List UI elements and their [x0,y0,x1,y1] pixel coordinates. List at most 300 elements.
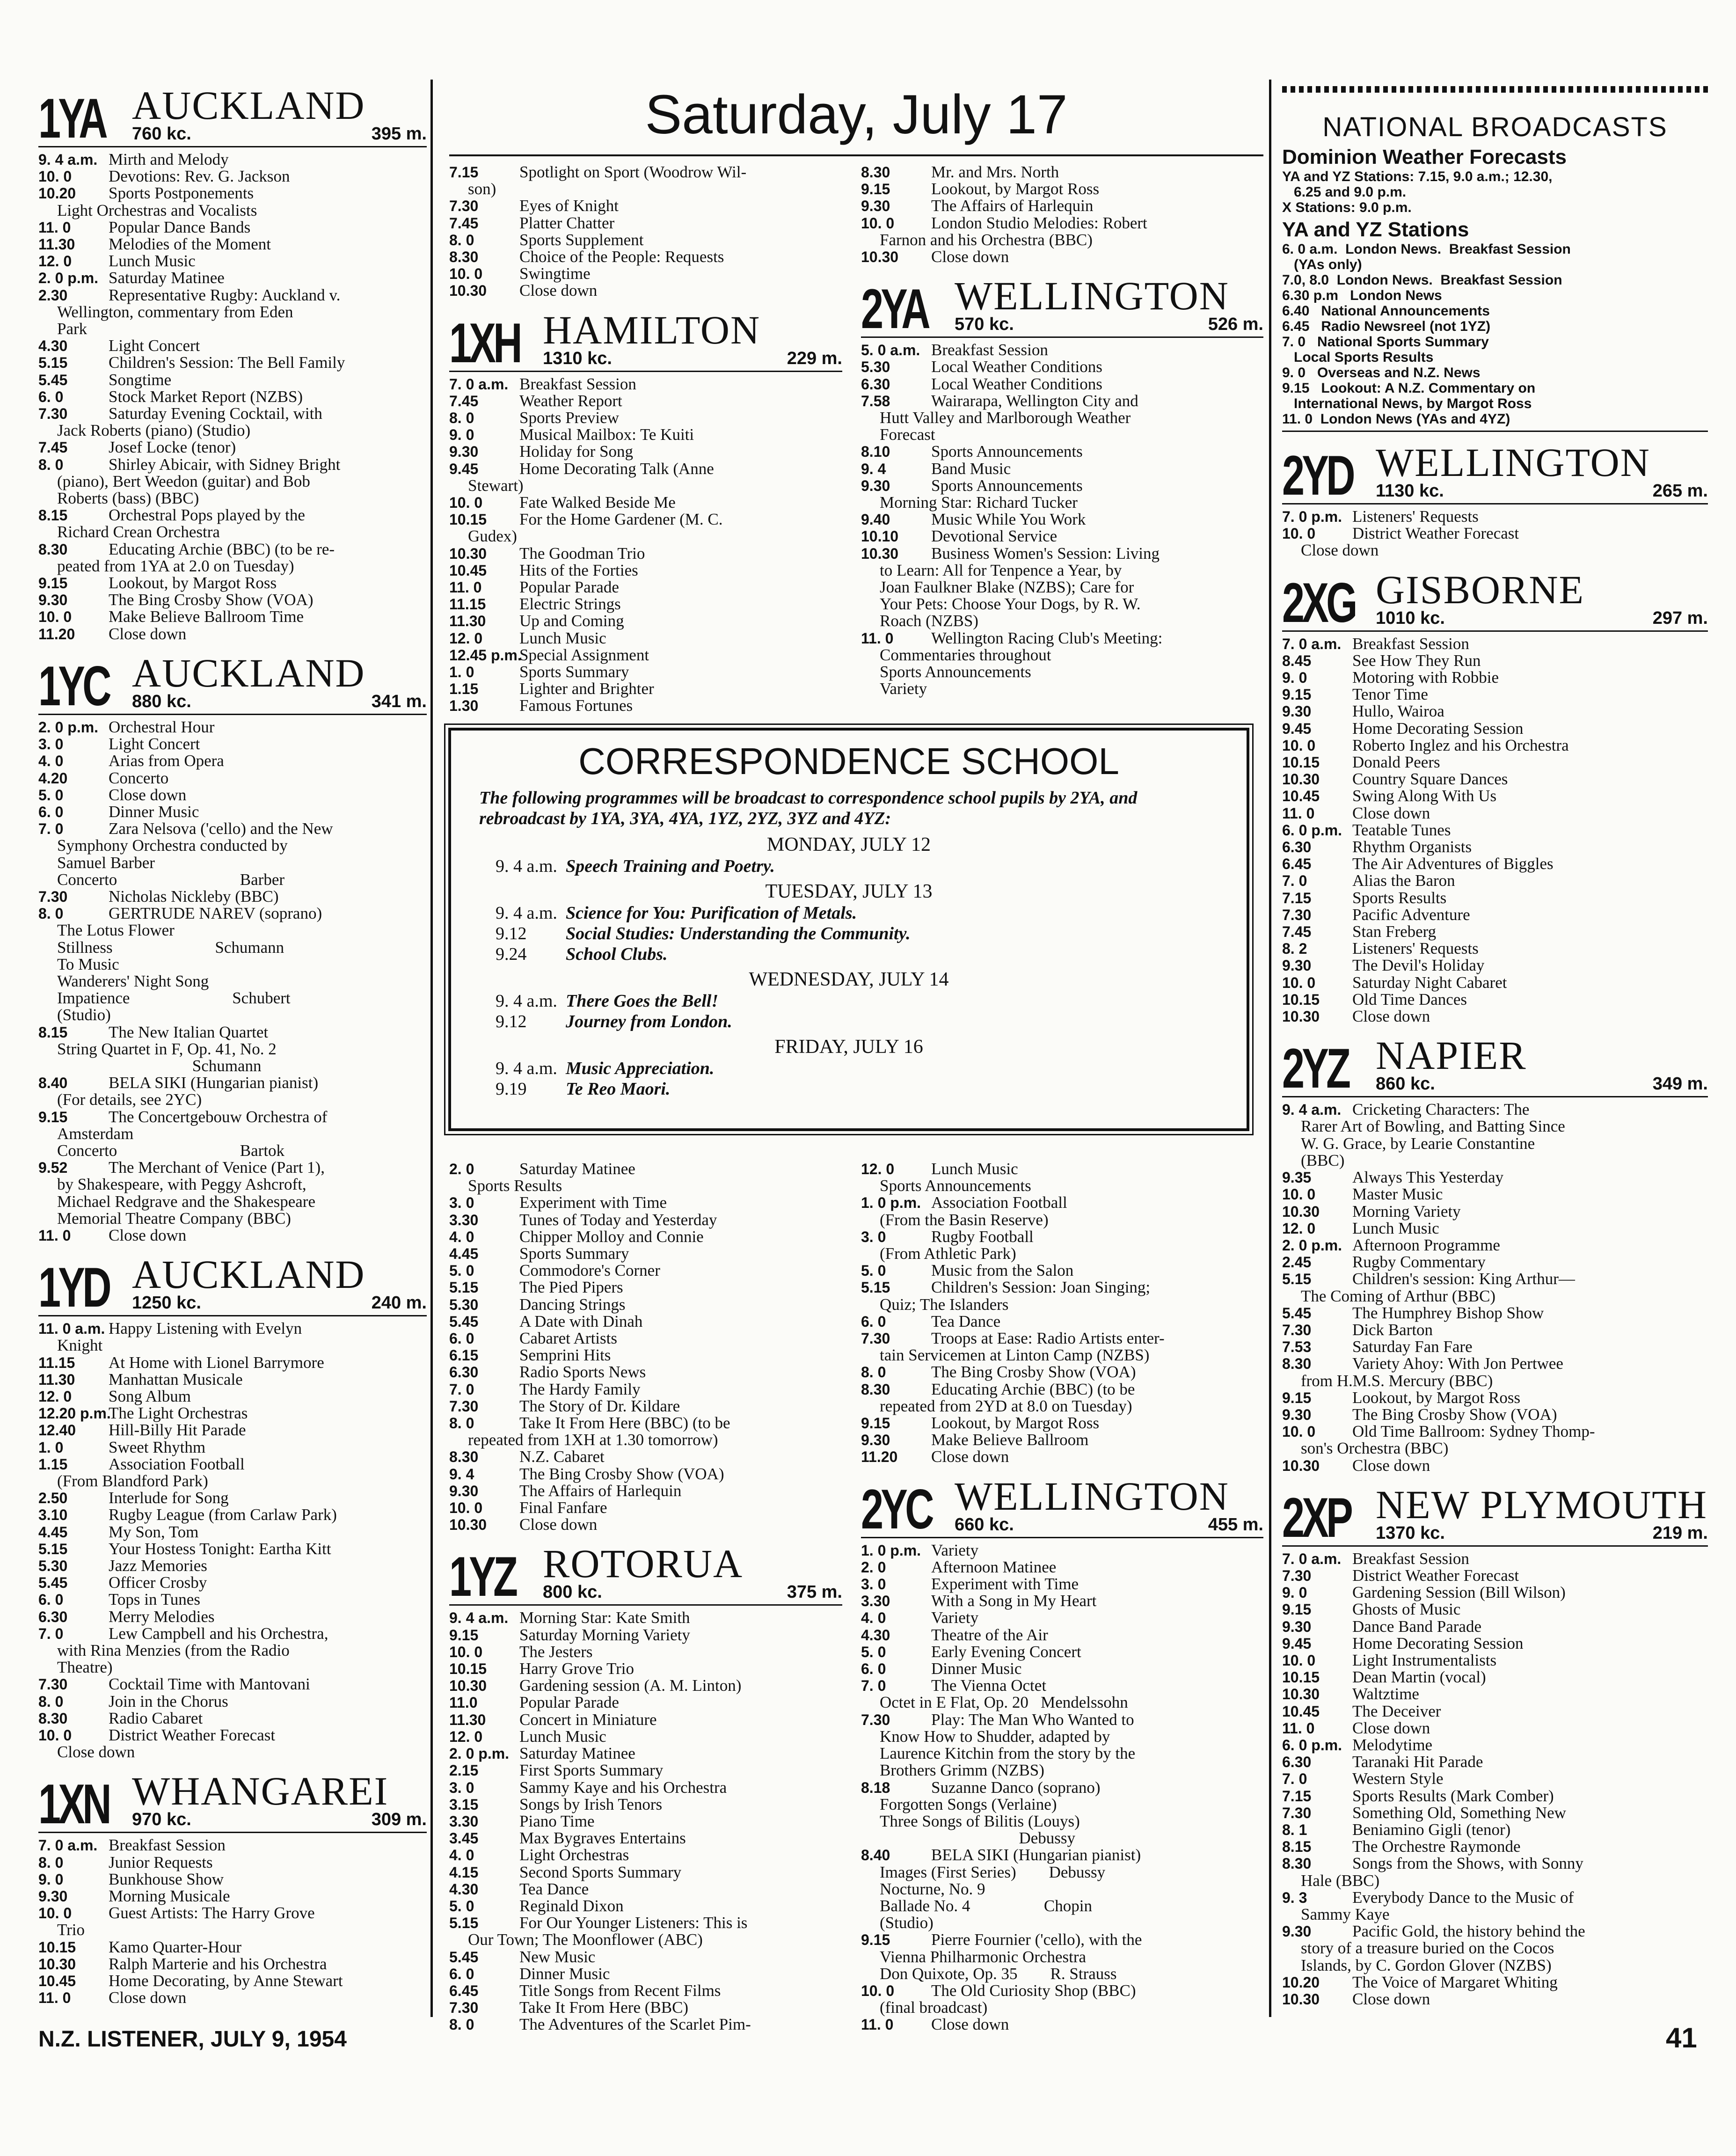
corr-time: 9. 4 a.m. [496,991,557,1011]
programme-line [38,1659,427,1676]
programme-line [449,232,842,248]
programme-line [861,1779,1263,1796]
programme-line [861,511,1263,528]
programme-line [1282,1457,1708,1474]
programme-time: 7. 0 [861,1677,886,1695]
station-call: 1YA [38,87,105,150]
programme-line [449,1644,842,1660]
programme-title: Wairarapa, Wellington City and [931,391,1138,410]
programme-time: 9.45 [1282,720,1312,737]
programme-title: Experiment with Time [519,1193,667,1212]
station-kc: 660 kc. [955,1514,1014,1535]
programme-time: 9. 0 [38,1871,64,1888]
programme-title: Vienna Philharmonic Orchestra [880,1947,1087,1966]
programme-line [1282,805,1708,822]
programme-title: Songs from the Shows, with Sonny [1352,1854,1583,1873]
programme-line [449,443,842,460]
programme-line [38,1041,427,1058]
programme-time: 10.15 [449,511,487,528]
programme-title: Jazz Memories [109,1557,207,1575]
corr-time: 9. 4 a.m. [496,1059,557,1078]
programme-line [1282,1991,1708,2008]
programme-title: Close down [1352,1007,1430,1026]
programme-title: Listeners' Requests [1352,939,1479,958]
programme-line [449,664,842,680]
programme-time: 8. 0 [449,409,474,427]
nb-subheading: YA and YZ Stations [1282,218,1469,241]
programme-title: Orchestral Hour [109,717,215,736]
programme-time: 9.15 [449,1626,479,1644]
station-header [1282,1033,1708,1100]
programme-title: Nocturne, No. 9 [880,1879,985,1898]
programme-line [1282,1389,1708,1406]
programme-line [861,164,1263,181]
programme-time: 4.30 [449,1880,479,1898]
programme-line [1282,1618,1708,1635]
programme-line [1282,542,1708,559]
corr-time: 9.24 [496,944,527,964]
programme-time: 8.30 [861,164,890,181]
programme-time: 6.30 [1282,839,1312,856]
programme-time: 9.45 [449,460,479,477]
programme-title: Light Instrumentalists [1352,1651,1497,1669]
programme-title: Sports Results [468,1177,562,1195]
programme-time: 8.45 [1282,652,1312,669]
programme-title: Rarer Art of Bowling, and Batting Since [1301,1117,1565,1136]
programme-line [38,1905,427,1922]
programme-line [1282,940,1708,957]
programme-line [38,626,427,643]
programme-time: 8.30 [1282,1855,1312,1872]
station-name-block [132,1252,427,1313]
programme-time: 10.15 [1282,1669,1320,1686]
programme-line [449,1931,842,1948]
programme-line [861,1415,1263,1432]
programme-time: 5. 0 [861,1262,886,1279]
programme-line [38,575,427,592]
programme-time: 10.45 [38,1973,76,1990]
programme-time: 9.15 [1282,686,1312,703]
programme-time: 5.45 [1282,1304,1312,1322]
programme-line [1282,686,1708,703]
programme-time: 7. 0 a.m. [1282,1550,1342,1567]
programme-line [38,388,427,405]
programme-title: Light Concert [109,336,200,355]
station-header [1282,1483,1708,1547]
programme-time: 4. 0 [861,1609,886,1627]
programme-title: New Music [519,1947,596,1966]
station-wavelength: 526 m. [1208,314,1263,335]
programme-title: Breakfast Session [1352,1549,1469,1568]
programme-title: Mr. and Mrs. North [931,164,1059,181]
programme-time: 2. 0 [861,1558,886,1576]
programme-time: 4. 0 [449,1847,474,1864]
programme-title: Tops in Tunes [109,1590,200,1609]
programme-line [1282,957,1708,974]
station-city: ROTORUA [543,1541,744,1586]
programme-title: Saturday Fan Fare [1352,1337,1473,1356]
programme-title: The Affairs of Harlequin [519,1481,682,1500]
programme-title: Popular Dance Bands [109,218,251,236]
programme-time: 11. 0 a.m. [38,1320,105,1337]
programme-time: 9. 0 [1282,1584,1307,1601]
programme-title: Breakfast Session [109,1836,226,1855]
programme-line [1282,1855,1708,1872]
programme-line [1282,1567,1708,1584]
programme-title: Arias from Opera [109,752,224,770]
programme-time: 5.15 [1282,1271,1312,1288]
programme-line [861,680,1263,697]
programme-title: Play: The Man Who Wanted to [931,1710,1134,1729]
programme-title: Old Time Dances [1352,990,1467,1009]
programme-title: Know How to Shudder, adapted by [880,1727,1110,1746]
programme-line [449,282,842,299]
station-frequency [132,1810,427,1830]
programme-line [861,1609,1263,1626]
programme-title: The Old Curiosity Shop (BBC) [931,1981,1136,2000]
programme-title: Sports Postponements [109,184,254,203]
programme-line [38,592,427,608]
programme-line [861,1949,1263,1966]
programme-time: 11.20 [861,1448,898,1466]
corr-day: MONDAY, JULY 12 [766,834,931,855]
programme-title: Close down [931,1447,1009,1466]
programme-time: 9.30 [861,477,890,494]
column-rule [430,80,433,2017]
programme-title: Electric Strings [519,595,621,614]
programme-time: 6.30 [38,1608,68,1625]
programme-line [38,1939,427,1956]
programme-title: For the Home Gardener (M. C. [519,510,723,529]
programme-line [38,837,427,854]
programme-time: 2.15 [449,1762,479,1779]
programme-title: Close down [519,281,598,300]
programme-title: Saturday Matinee [519,1744,635,1763]
programme-line [861,1364,1263,1381]
programme-title: Concerto Bartok [57,1141,285,1160]
programme-title: Business Women's Session: Living [931,544,1160,563]
programme-title: Ralph Marterie and his Orchestra [109,1954,327,1973]
station-name-block [1376,440,1708,501]
corr-subject: Music Appreciation. [566,1059,715,1078]
programme-line [38,804,427,820]
programme-line [38,939,427,956]
programme-time: 9.30 [1282,1618,1312,1635]
station-wavelength: 219 m. [1652,1523,1708,1543]
programme-title: The Bing Crosby Show (VOA) [519,1464,724,1483]
programme-time: 8. 0 [449,2016,474,2031]
programme-title: Close down [1301,541,1379,560]
programme-time: 10. 0 [1282,525,1316,542]
programme-line [449,1398,842,1415]
programme-line [38,1210,427,1227]
programme-title: Park [57,320,88,338]
programme-title: Hits of the Forties [519,561,638,579]
programme-title: Troops at Ease: Radio Artists enter- [931,1329,1165,1348]
programme-line [861,1931,1263,1948]
programme-line [449,562,842,579]
programme-line [449,1677,842,1694]
programme-title: Music from the Salon [931,1261,1074,1280]
programme-title: A Date with Dinah [519,1312,643,1330]
station-kc: 860 kc. [1376,1074,1435,1094]
programme-title: Michael Redgrave and the Shakespeare [57,1192,315,1211]
programme-title: from H.M.S. Mercury (BBC) [1301,1371,1493,1390]
programme-line [1282,1923,1708,1940]
programme-title: Rugby Commentary [1352,1253,1486,1272]
programme-line [38,1888,427,1905]
programme-time: 7. 0 a.m. [1282,635,1342,652]
programme-line [1282,771,1708,788]
programme-title: Dick Barton [1352,1320,1433,1339]
programme-line [1282,754,1708,771]
programme-line [449,265,842,282]
programme-title: Afternoon Programme [1352,1235,1500,1254]
programme-time: 7. 0 a.m. [449,375,509,393]
programme-title: Joan Faulkner Blake (NZBS); Care for [880,578,1134,597]
programme-line [38,236,427,253]
station-name-block [1376,1033,1708,1094]
corr-day: WEDNESDAY, JULY 14 [749,969,949,990]
programme-title: Waltztime [1352,1685,1419,1703]
programme-line [1282,788,1708,804]
programme-time: 11. 0 [38,1989,71,2003]
programme-title: Light Orchestras and Vocalists [57,201,257,219]
programme-title: Close down [931,2015,1009,2031]
programme-title: N.Z. Cabaret [519,1447,605,1466]
programme-time: 10.10 [861,528,899,545]
programme-title: District Weather Forecast [1352,1566,1519,1585]
programme-title: to Learn: All for Tenpence a Year, by [880,561,1122,579]
programme-time: 7.15 [449,164,479,181]
footer-issue: N.Z. LISTENER, JULY 9, 1954 [38,2027,347,2052]
programme-time: 9. 4 a.m. [1282,1101,1342,1118]
programme-title: Local Weather Conditions [931,374,1102,393]
programme-line [861,1745,1263,1762]
programme-line [449,680,842,697]
corr-subject: There Goes the Bell! [566,991,719,1011]
programme-line [1282,1940,1708,1957]
programme-time: 7.30 [1282,906,1312,923]
programme-title: Max Bygraves Entertains [519,1829,686,1848]
programme-time: 5.30 [861,358,890,376]
programme-title: tain Servicemen at Linton Camp (NZBS) [880,1346,1150,1365]
programme-title: Musical Mailbox: Te Kuiti [519,425,694,444]
station-city: AUCKLAND [132,83,365,128]
programme-time: 5.45 [449,1313,479,1330]
corr-item [451,1058,1247,1079]
programme-title: Lunch Music [109,252,196,270]
programme-title: Country Square Dances [1352,770,1508,789]
programme-line [861,1966,1263,1982]
programme-title: Trio [57,1921,85,1939]
programme-line [861,1728,1263,1745]
programme-line [38,372,427,388]
programme-title: Devotions: Rev. G. Jackson [109,167,290,186]
programme-line [449,1448,842,1465]
programme-title: Semprini Hits [519,1346,611,1365]
programme-line [449,1245,842,1262]
programme-line [38,770,427,787]
station-city: NAPIER [1376,1033,1527,1078]
programme-title: At Home with Lionel Barrymore [109,1353,324,1372]
corr-subject: Journey from London. [566,1012,732,1031]
station-wavelength: 240 m. [371,1293,427,1313]
corr-time: 9.12 [496,1012,527,1031]
programme-time: 7.30 [1282,1804,1312,1821]
programme-time: 10.15 [38,1938,76,1956]
programme-line [861,1177,1263,1194]
programme-line [38,1973,427,1989]
programme-line [1282,839,1708,855]
programme-line [1282,1550,1708,1567]
programme-line [861,232,1263,248]
programme-time: 8.30 [449,248,479,266]
programme-line [449,1296,842,1313]
programme-title: Symphony Orchestra conducted by [57,836,288,855]
programme-line [861,1313,1263,1330]
programme-title: Farnon and his Orchestra (BBC) [880,230,1093,249]
corr-item [451,1079,1247,1099]
programme-title: Variety Ahoy: With Jon Pertwee [1352,1354,1563,1373]
programme-time: 12. 0 [38,253,72,270]
programme-title: Kamo Quarter-Hour [109,1937,242,1956]
programme-time: 5. 0 [861,1643,886,1660]
programme-title: Popular Parade [519,1693,619,1712]
programme-title: The Deceiver [1352,1702,1441,1720]
programme-title: Representative Rugby: Auckland v. [109,285,341,304]
programme-title: Alias the Baron [1352,871,1455,890]
programme-line [38,558,427,575]
programme-title: Debussy [880,1829,1076,1848]
programme-time: 3.30 [449,1813,479,1830]
programme-title: Listeners' Requests [1352,507,1479,526]
corr-item [451,1011,1247,1032]
programme-title: Saturday Matinee [519,1161,635,1178]
programme-title: Children's session: King Arthur— [1352,1270,1575,1288]
programme-line [1282,1652,1708,1669]
station-call: 2YC [861,1477,932,1541]
station-city: WELLINGTON [955,273,1229,319]
programme-title: Stock Market Report (NZBS) [109,387,303,406]
programme-title: Impatience Schubert [57,989,291,1008]
programme-line [1282,1805,1708,1821]
programme-time: 8.18 [861,1779,890,1796]
programme-time: 9.15 [861,1931,890,1949]
programme-title: Join in the Chorus [109,1692,228,1710]
programme-title: (piano), Bert Weedon (guitar) and Bob [57,472,310,490]
programme-line [449,1161,842,1177]
programme-line [449,1813,842,1830]
programme-title: repeated from 2YD at 8.0 on Tuesday) [880,1396,1132,1415]
station-frequency [543,1582,842,1602]
programme-line [449,1279,842,1296]
programme-title: Samuel Barber [57,853,155,872]
programme-time: 11. 0 [38,1227,71,1244]
station-wavelength: 455 m. [1208,1514,1263,1535]
programme-line [449,1881,842,1898]
programme-line [1282,1254,1708,1271]
programme-title: Gudex) [468,527,517,546]
station-city: WELLINGTON [955,1473,1229,1519]
programme-line [449,1194,842,1211]
programme-time: 10. 0 [1282,737,1316,754]
programme-line [1282,1423,1708,1440]
programme-line [1282,1152,1708,1169]
programme-title: Lookout, by Margot Ross [931,180,1100,198]
programme-title: Taranaki Hit Parade [1352,1753,1483,1771]
programme-title: repeated from 1XH at 1.30 tomorrow) [468,1431,718,1449]
programme-line [449,1949,842,1966]
programme-time: 1.30 [449,697,479,711]
programme-time: 2. 0 p.m. [38,718,99,736]
programme-title: Lookout, by Margot Ross [931,1414,1100,1432]
programme-title: The Pied Pipers [519,1278,623,1297]
programme-line [1282,1322,1708,1338]
programme-time: 7. 0 p.m. [1282,508,1342,525]
programme-title: Choice of the People: Requests [519,248,724,266]
programme-time: 11.30 [38,1371,75,1388]
programme-line [861,1559,1263,1576]
station-wavelength: 341 m. [371,691,427,711]
programme-line [38,1574,427,1591]
programme-line [38,490,427,507]
programme-time: 10. 0 [449,1643,483,1660]
programme-title: Sports Announcements [931,442,1083,461]
programme-title: Roberts (bass) (BBC) [57,489,199,508]
programme-time: 6. 0 p.m. [1282,821,1342,839]
programme-time: 7. 0 [1282,872,1307,890]
programme-line [861,1262,1263,1279]
programme-line [38,1422,427,1439]
programme-title: Close down [109,785,187,804]
programme-title: With a Song in My Heart [931,1592,1097,1610]
programme-title: Hutt Valley and Marlborough Weather [880,409,1131,427]
programme-time: 6. 0 [861,1313,886,1330]
programme-line [38,439,427,456]
programme-line [861,1245,1263,1262]
programme-title: Quiz; The Islanders [880,1295,1009,1314]
programme-time: 6.45 [1282,855,1312,873]
programme-line [449,1466,842,1483]
programme-line [38,871,427,888]
programme-line [449,1262,842,1279]
programme-time: 10.45 [449,562,487,579]
programme-time: 5.45 [38,1574,68,1592]
programme-time: 10.30 [449,1516,487,1534]
programme-line [449,1982,842,1999]
station-name-block [543,1541,842,1602]
programme-line [449,613,842,629]
programme-title: Richard Crean Orchestra [57,523,220,541]
programme-title: Ballade No. 4 Chopin [880,1896,1092,1915]
programme-line [38,1176,427,1193]
programme-title: Chipper Molloy and Connie [519,1227,704,1246]
programme-title: Pierre Fournier ('cello), with the [931,1930,1142,1949]
programme-line [1282,1220,1708,1237]
programme-title: Fate Walked Beside Me [519,493,676,512]
programme-title: Roach (NZBS) [880,612,978,630]
programme-time: 8.10 [861,443,890,460]
programme-title: The Concertgebouw Orchestra of [109,1107,328,1126]
programme-time: 11. 0 [38,219,71,236]
programme-line [38,541,427,558]
programme-line [38,956,427,973]
station-kc: 1130 kc. [1376,481,1444,501]
programme-line [38,1126,427,1142]
programme-time: 6.30 [1282,1754,1312,1771]
programme-time: 10.30 [449,282,487,300]
